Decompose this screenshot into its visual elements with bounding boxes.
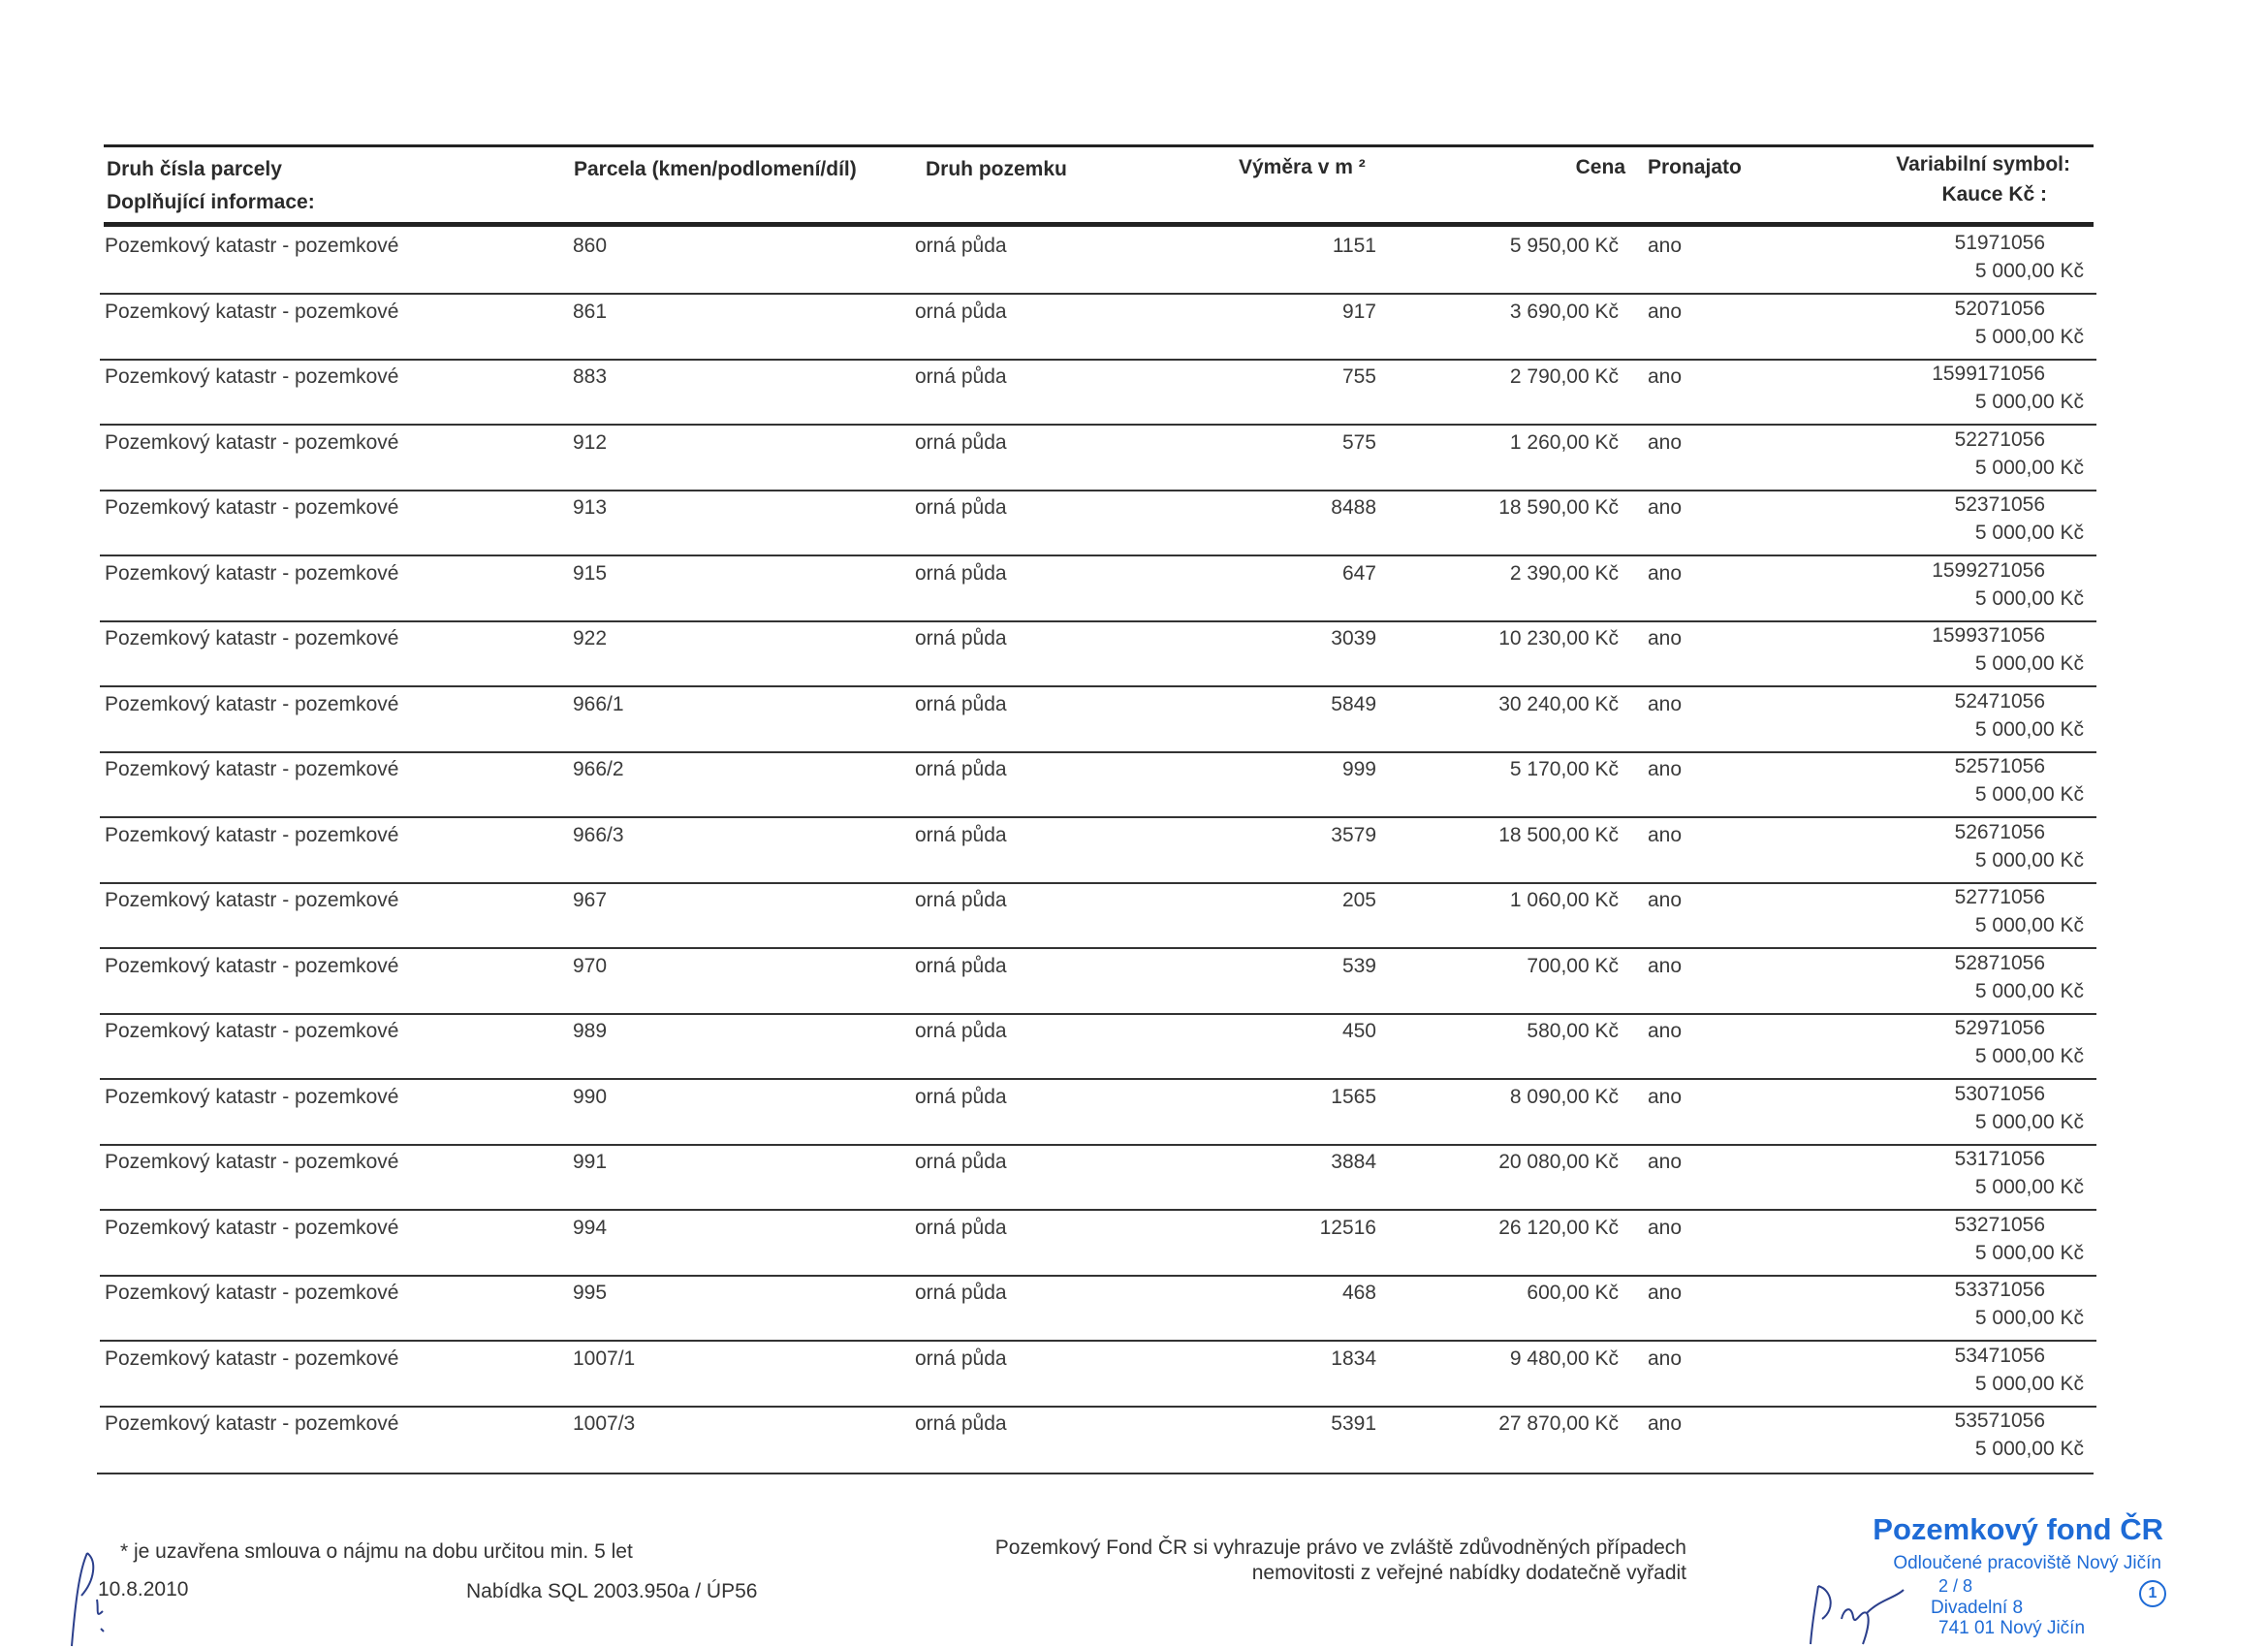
cell-area: 3039 [1331, 627, 1376, 650]
cell-price: 5 950,00 Kč [1509, 235, 1619, 257]
cell-leased: ano [1648, 692, 1683, 715]
cell-variable-symbol: 52571056 [1954, 755, 2045, 777]
cell-land-register-type: Pozemkový katastr - pozemkové [105, 1020, 399, 1042]
header-variable-symbol: Variabilní symbol: [1896, 153, 2070, 175]
cell-deposit: 5 000,00 Kč [1974, 1176, 2084, 1198]
cell-land-type: orná půda [915, 561, 1007, 585]
table-row [0, 685, 2268, 750]
cell-parcel-number: 966/3 [573, 823, 624, 846]
header-parcel-number-type: Druh čísla parcely [107, 158, 282, 180]
cell-land-type: orná půda [915, 1347, 1007, 1370]
cell-deposit: 5 000,00 Kč [1974, 1045, 2084, 1067]
cell-leased: ano [1648, 1216, 1683, 1239]
cell-land-type: orná půda [915, 365, 1007, 388]
cell-price: 26 120,00 Kč [1498, 1216, 1619, 1239]
cell-variable-symbol: 53071056 [1954, 1082, 2045, 1105]
table-row [0, 1078, 2268, 1143]
cell-parcel-number: 991 [573, 1151, 608, 1173]
cell-land-type: orná půda [915, 430, 1007, 454]
header-leased: Pronajato [1648, 156, 1742, 178]
cell-land-register-type: Pozemkový katastr - pozemkové [105, 627, 399, 650]
cell-price: 30 240,00 Kč [1498, 692, 1619, 715]
cell-leased: ano [1648, 627, 1683, 650]
cell-land-type: orná půda [915, 235, 1007, 257]
cell-deposit: 5 000,00 Kč [1974, 1110, 2084, 1133]
stamp-city: 741 01 Nový Jičín [1938, 1618, 2086, 1638]
cell-leased: ano [1648, 430, 1683, 454]
cell-deposit: 5 000,00 Kč [1974, 979, 2084, 1002]
cell-leased: ano [1648, 300, 1683, 323]
stamp-street: Divadelní 8 [1931, 1598, 2024, 1618]
cell-land-type: orná půda [915, 954, 1007, 977]
cell-area: 5849 [1331, 692, 1376, 715]
footnote: * je uzavřena smlouva o nájmu na dobu určitou min. 5 let [120, 1540, 633, 1563]
cell-deposit: 5 000,00 Kč [1974, 783, 2084, 806]
cell-leased: ano [1648, 954, 1683, 977]
cell-land-register-type: Pozemkový katastr - pozemkové [105, 300, 399, 323]
cell-price: 580,00 Kč [1527, 1020, 1619, 1042]
initials-signature [58, 1541, 145, 1648]
cell-deposit: 5 000,00 Kč [1974, 652, 2084, 675]
cell-land-type: orná půda [915, 1412, 1007, 1435]
cell-variable-symbol: 53371056 [1954, 1279, 2045, 1301]
cell-leased: ano [1648, 889, 1683, 911]
cell-land-register-type: Pozemkový katastr - pozemkové [105, 561, 399, 585]
cell-parcel-number: 913 [573, 496, 608, 519]
cell-leased: ano [1648, 1347, 1683, 1370]
cell-price: 2 790,00 Kč [1509, 365, 1619, 388]
header-parcel: Parcela (kmen/podlomení/díl) [574, 158, 857, 180]
cell-land-register-type: Pozemkový katastr - pozemkové [105, 496, 399, 519]
cell-variable-symbol: 51971056 [1954, 232, 2045, 254]
cell-area: 1565 [1331, 1085, 1376, 1108]
cell-land-type: orná půda [915, 692, 1007, 715]
cell-price: 10 230,00 Kč [1498, 627, 1619, 650]
cell-land-register-type: Pozemkový katastr - pozemkové [105, 1347, 399, 1370]
cell-variable-symbol: 1599171056 [1932, 363, 2045, 385]
cell-land-register-type: Pozemkový katastr - pozemkové [105, 758, 399, 780]
cell-land-register-type: Pozemkový katastr - pozemkové [105, 823, 399, 846]
cell-area: 3579 [1331, 823, 1376, 846]
cell-parcel-number: 970 [573, 954, 608, 977]
cell-price: 27 870,00 Kč [1498, 1412, 1619, 1435]
cell-variable-symbol: 52471056 [1954, 689, 2045, 713]
cell-price: 20 080,00 Kč [1498, 1151, 1619, 1173]
table-bottom-rule [97, 1473, 2094, 1474]
stamp-office: Odloučené pracoviště Nový Jičín [1893, 1553, 2161, 1573]
cell-parcel-number: 861 [573, 300, 608, 323]
cell-parcel-number: 994 [573, 1216, 608, 1239]
table-row [0, 358, 2268, 423]
cell-price: 700,00 Kč [1527, 954, 1619, 977]
table-row [0, 619, 2268, 684]
cell-price: 2 390,00 Kč [1509, 561, 1619, 585]
cell-land-register-type: Pozemkový katastr - pozemkové [105, 365, 399, 388]
cell-leased: ano [1648, 561, 1683, 585]
cell-area: 468 [1341, 1282, 1376, 1304]
cell-area: 755 [1341, 365, 1376, 388]
cell-parcel-number: 967 [573, 889, 608, 911]
cell-variable-symbol: 52871056 [1954, 951, 2045, 974]
cell-land-type: orná půda [915, 496, 1007, 519]
cell-land-register-type: Pozemkový katastr - pozemkové [105, 235, 399, 257]
cell-deposit: 5 000,00 Kč [1974, 325, 2084, 348]
cell-price: 600,00 Kč [1527, 1282, 1619, 1304]
cell-variable-symbol: 52071056 [1954, 297, 2045, 320]
reservation-notice [911, 1536, 1686, 1586]
cell-land-register-type: Pozemkový katastr - pozemkové [105, 430, 399, 454]
cell-price: 1 060,00 Kč [1509, 889, 1619, 911]
table-row [0, 1143, 2268, 1208]
cell-land-register-type: Pozemkový katastr - pozemkové [105, 954, 399, 977]
offer-reference: Nabídka SQL 2003.950a / ÚP56 [466, 1580, 758, 1602]
table-row [0, 881, 2268, 946]
cell-parcel-number: 860 [573, 235, 608, 257]
cell-parcel-number: 966/1 [573, 692, 624, 715]
cell-land-type: orná půda [915, 1020, 1007, 1042]
cell-variable-symbol: 52271056 [1954, 428, 2045, 451]
page-number: 2 / 8 [1938, 1576, 1973, 1596]
date-label: 10.8.2010 [98, 1578, 189, 1600]
cell-deposit: 5 000,00 Kč [1974, 1372, 2084, 1395]
cell-parcel-number: 995 [573, 1282, 608, 1304]
cell-area: 12516 [1319, 1216, 1376, 1239]
cell-land-type: orná půda [915, 1216, 1007, 1239]
cell-variable-symbol: 1599271056 [1932, 558, 2045, 582]
cell-parcel-number: 990 [573, 1085, 608, 1108]
cell-variable-symbol: 53171056 [1954, 1148, 2045, 1170]
cell-area: 450 [1341, 1020, 1376, 1042]
cell-land-type: orná půda [915, 823, 1007, 846]
cell-leased: ano [1648, 823, 1683, 846]
office-stamp [1861, 1512, 2171, 1638]
cell-variable-symbol: 1599371056 [1932, 624, 2045, 647]
cell-land-register-type: Pozemkový katastr - pozemkové [105, 1282, 399, 1304]
notice-line-2: nemovitosti z veřejné nabídky dodatečně vyřadit [1251, 1562, 1686, 1584]
cell-land-register-type: Pozemkový katastr - pozemkové [105, 1216, 399, 1239]
cell-deposit: 5 000,00 Kč [1974, 848, 2084, 872]
cell-leased: ano [1648, 758, 1683, 780]
cell-leased: ano [1648, 1412, 1683, 1435]
cell-parcel-number: 883 [573, 365, 608, 388]
cell-area: 999 [1341, 758, 1376, 780]
cell-land-register-type: Pozemkový katastr - pozemkové [105, 1085, 399, 1108]
cell-variable-symbol: 53471056 [1954, 1344, 2045, 1367]
table-row [0, 816, 2268, 881]
cell-land-type: orná půda [915, 758, 1007, 780]
cell-leased: ano [1648, 235, 1683, 257]
table-top-rule [104, 144, 2094, 147]
cell-deposit: 5 000,00 Kč [1974, 260, 2084, 282]
cell-parcel-number: 1007/1 [573, 1347, 636, 1370]
cell-land-type: orná půda [915, 627, 1007, 650]
cell-area: 8488 [1331, 496, 1376, 519]
cell-parcel-number: 915 [573, 561, 608, 585]
cell-price: 9 480,00 Kč [1509, 1347, 1619, 1370]
table-row [0, 293, 2268, 358]
cell-price: 18 500,00 Kč [1498, 823, 1619, 846]
header-additional-info: Doplňující informace: [107, 191, 315, 213]
cell-price: 3 690,00 Kč [1509, 300, 1619, 323]
cell-price: 18 590,00 Kč [1498, 496, 1619, 519]
cell-area: 1151 [1332, 235, 1376, 257]
header-deposit: Kauce Kč : [1941, 183, 2047, 206]
table-row [0, 489, 2268, 554]
cell-land-type: orná půda [915, 1085, 1007, 1108]
table-row [0, 424, 2268, 489]
cell-area: 917 [1341, 300, 1376, 323]
cell-parcel-number: 989 [573, 1020, 608, 1042]
cell-leased: ano [1648, 1282, 1683, 1304]
cell-parcel-number: 966/2 [573, 758, 624, 780]
stamp-title: Pozemkový fond ČR [1873, 1512, 2163, 1546]
notice-line-1: Pozemkový Fond ČR si vyhrazuje právo ve zvláště zdůvodněných případech [994, 1537, 1686, 1559]
table-row [0, 1209, 2268, 1274]
header-land-type: Druh pozemku [926, 158, 1067, 180]
cell-land-register-type: Pozemkový katastr - pozemkové [105, 1151, 399, 1173]
cell-leased: ano [1648, 1085, 1683, 1108]
table-row [0, 1340, 2268, 1405]
cell-area: 575 [1341, 430, 1376, 454]
cell-leased: ano [1648, 1020, 1683, 1042]
cell-land-register-type: Pozemkový katastr - pozemkové [105, 1412, 399, 1435]
table-row [0, 227, 2268, 292]
table-row [0, 1012, 2268, 1077]
cell-land-register-type: Pozemkový katastr - pozemkové [105, 889, 399, 911]
cell-deposit: 5 000,00 Kč [1974, 391, 2084, 413]
cell-area: 3884 [1331, 1151, 1376, 1173]
cell-area: 5391 [1331, 1412, 1376, 1435]
cell-variable-symbol: 52971056 [1954, 1017, 2045, 1039]
cell-variable-symbol: 52671056 [1954, 820, 2045, 843]
table-row [0, 1274, 2268, 1339]
header-price: Cena [1575, 156, 1625, 178]
cell-area: 539 [1341, 954, 1376, 977]
cell-land-type: orná půda [915, 889, 1007, 911]
cell-land-register-type: Pozemkový katastr - pozemkové [105, 692, 399, 715]
cell-area: 647 [1341, 561, 1376, 585]
cell-deposit: 5 000,00 Kč [1974, 717, 2084, 741]
cell-deposit: 5 000,00 Kč [1974, 586, 2084, 610]
cell-deposit: 5 000,00 Kč [1974, 522, 2084, 544]
cell-leased: ano [1648, 365, 1683, 388]
table-row [0, 750, 2268, 815]
cell-parcel-number: 912 [573, 430, 608, 454]
cell-price: 8 090,00 Kč [1509, 1085, 1619, 1108]
cell-deposit: 5 000,00 Kč [1974, 914, 2084, 936]
cell-land-type: orná půda [915, 1282, 1007, 1304]
cell-variable-symbol: 52771056 [1954, 886, 2045, 908]
table-row [0, 947, 2268, 1012]
cell-land-type: orná půda [915, 1151, 1007, 1173]
cell-leased: ano [1648, 1151, 1683, 1173]
cell-price: 5 170,00 Kč [1509, 758, 1619, 780]
cell-deposit: 5 000,00 Kč [1974, 1241, 2084, 1264]
cell-deposit: 5 000,00 Kč [1974, 1438, 2084, 1460]
cell-area: 205 [1341, 889, 1376, 911]
cell-variable-symbol: 53571056 [1954, 1410, 2045, 1432]
cell-parcel-number: 1007/3 [573, 1412, 636, 1435]
cell-leased: ano [1648, 496, 1683, 519]
cell-parcel-number: 922 [573, 627, 608, 650]
cell-deposit: 5 000,00 Kč [1974, 456, 2084, 479]
cell-land-type: orná půda [915, 300, 1007, 323]
cell-price: 1 260,00 Kč [1509, 430, 1619, 454]
cell-deposit: 5 000,00 Kč [1974, 1307, 2084, 1329]
table-row [0, 1405, 2268, 1470]
cell-variable-symbol: 52371056 [1954, 493, 2045, 516]
header-area: Výměra v m ² [1239, 156, 1366, 178]
stamp-mark: 1 [2139, 1580, 2166, 1607]
cell-area: 1834 [1331, 1347, 1376, 1370]
table-row [0, 555, 2268, 619]
cell-variable-symbol: 53271056 [1954, 1213, 2045, 1236]
